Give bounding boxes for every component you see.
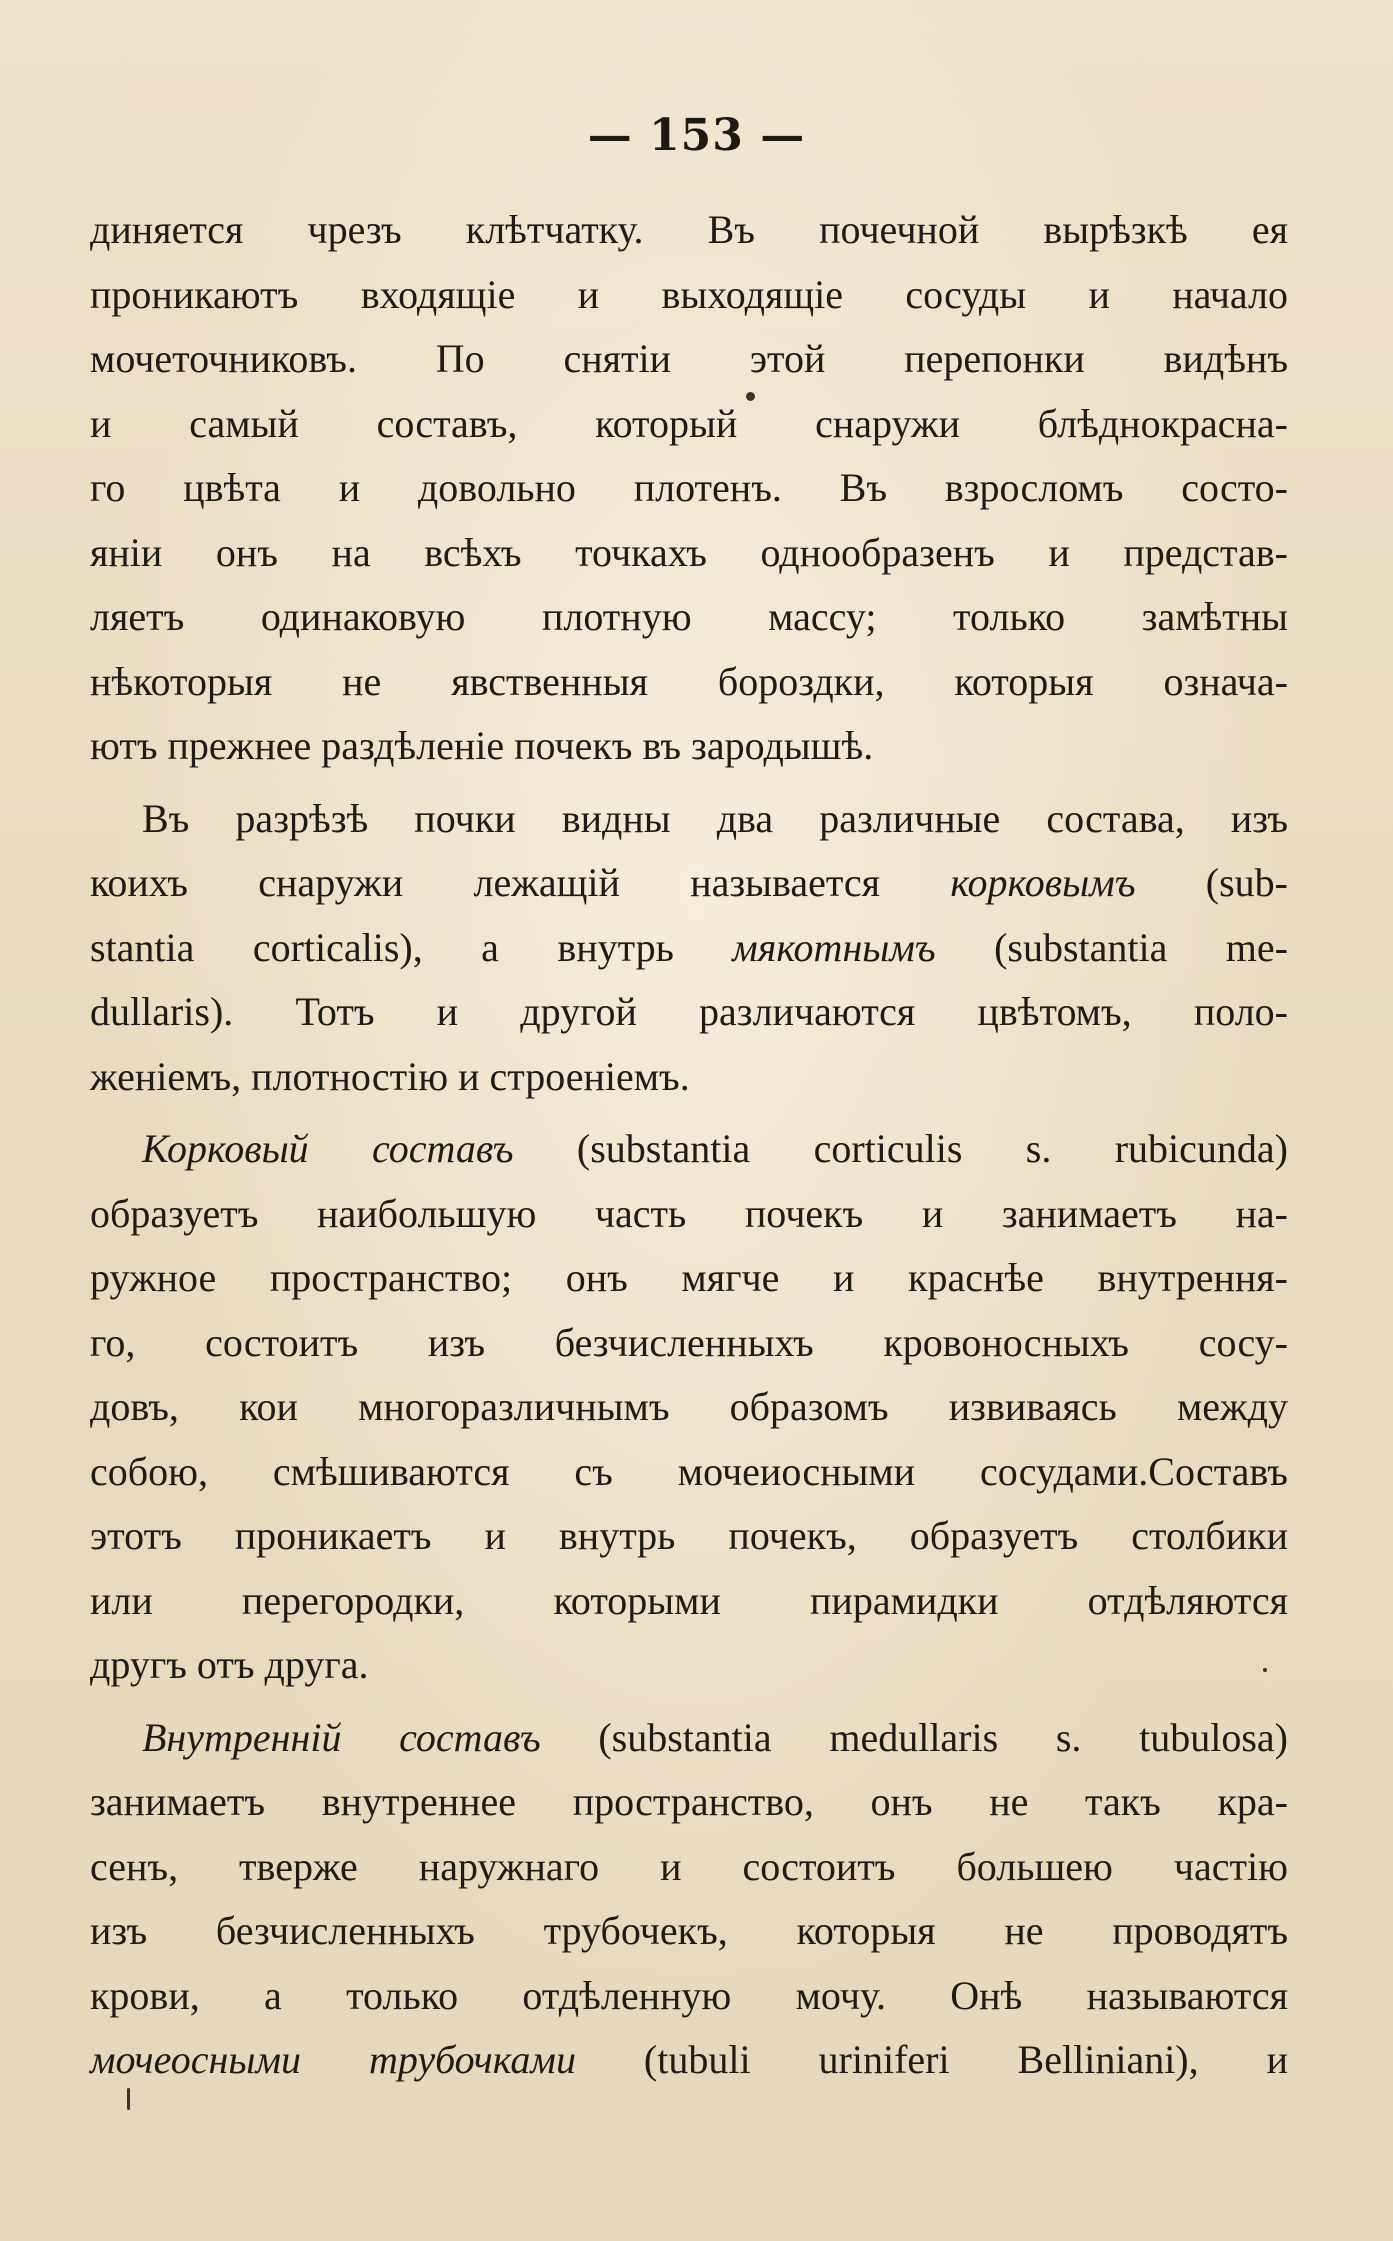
paragraph-2 — [90, 787, 1288, 1110]
text-line: сенъ, тверже наружнаго и состоитъ большею частію — [90, 1843, 1288, 1889]
text-run: (substantia corticulis s. rubicunda) — [513, 1126, 1288, 1171]
body-text — [90, 198, 1288, 2101]
text-run: (tubuli uriniferi Belliniani), и — [575, 2037, 1288, 2082]
text-line: занимаетъ внутреннее пространство, онъ не такъ кра- — [90, 1779, 1288, 1824]
text-line: нѣкоторыя не явственныя бороздки, которыя означа- — [90, 658, 1288, 704]
text-line: мочеточниковъ. По снятіи этой перепонки видѣнъ — [90, 336, 1288, 381]
text-line: диняется чрезъ клѣтчатку. Въ почечной вырѣзкѣ ея — [90, 207, 1288, 252]
paragraph-4 — [90, 1706, 1288, 2093]
text-line — [90, 851, 1288, 916]
ink-speck — [1263, 1668, 1267, 1672]
text-run: коихъ снаружи лежащій называется — [90, 860, 951, 905]
ink-speck — [127, 2088, 130, 2110]
text-line: этотъ проникаетъ и внутрь почекъ, образуетъ столбики — [90, 1513, 1288, 1558]
text-line: ютъ прежнее раздѣленіе почекъ въ зародышѣ. — [90, 723, 874, 768]
text-run: stantia corticalis), а внутрь — [90, 924, 733, 970]
text-line: dullaris). Тотъ и другой различаются цвѣтомъ, поло- — [90, 989, 1288, 1034]
text-line — [90, 1706, 1288, 1771]
text-run: (sub- — [1135, 860, 1288, 905]
text-line: женіемъ, плотностію и строеніемъ. — [90, 1053, 690, 1099]
text-run: (substantia medullaris s. tubulosa) — [540, 1714, 1288, 1760]
text-line: крови, а только отдѣленную мочу. Онѣ называются — [90, 1972, 1288, 2018]
text-line: довъ, кои многоразличнымъ образомъ извиваясь между — [90, 1384, 1288, 1429]
text-line — [90, 1117, 1288, 1182]
italic-term: Корковый составъ — [142, 1126, 514, 1171]
text-line: и самый составъ, который снаружи блѣднокрасна- — [90, 400, 1288, 446]
ink-speck — [746, 392, 755, 401]
text-line: Въ разрѣзѣ почки видны два различные состава, изъ — [142, 795, 1288, 841]
paragraph-3 — [90, 1117, 1288, 1698]
text-line: яніи онъ на всѣхъ точкахъ однообразенъ и представ- — [90, 529, 1288, 575]
text-line — [90, 916, 1288, 981]
page-number: — 153 — — [587, 110, 806, 161]
italic-term: корковымъ — [950, 860, 1136, 905]
text-run: (substantia me- — [935, 924, 1288, 970]
paragraph-1 — [90, 198, 1288, 779]
text-line: изъ безчисленныхъ трубочекъ, которыя не проводятъ — [90, 1908, 1288, 1953]
italic-term: Внутренній составъ — [142, 1714, 541, 1760]
text-line: образуетъ наибольшую часть почекъ и занимаетъ на- — [90, 1190, 1288, 1236]
text-line: другъ отъ друга. — [90, 1642, 369, 1687]
text-line: собою, смѣшиваются съ мочеиосными сосудами.Составъ — [90, 1448, 1288, 1494]
text-line — [90, 2028, 1288, 2093]
text-line: го цвѣта и довольно плотенъ. Въ взросломъ состо- — [90, 465, 1288, 510]
text-line: ружное пространство; онъ мягче и краснѣе внутрення- — [90, 1255, 1288, 1300]
text-line: го, состоитъ изъ безчисленныхъ кровоносныхъ сосу- — [90, 1319, 1288, 1365]
text-line: ляетъ одинаковую плотную массу; только замѣтны — [90, 594, 1288, 639]
italic-term: мочеосными трубочками — [90, 2037, 576, 2082]
italic-term: мякотнымъ — [732, 924, 936, 970]
text-line: проникаютъ входящіе и выходящіе сосуды и начало — [90, 271, 1288, 317]
text-line: или перегородки, которыми пирамидки отдѣляются — [90, 1577, 1288, 1623]
